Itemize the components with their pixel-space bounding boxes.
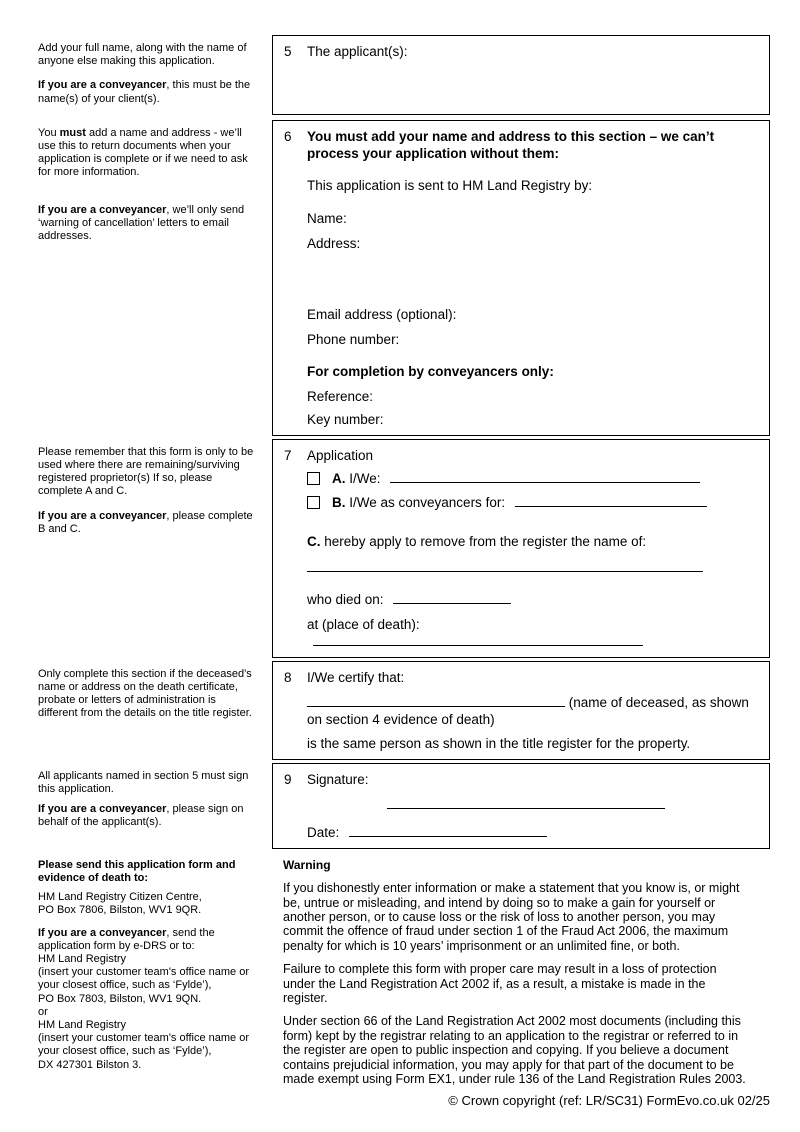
warning-heading: Warning: [283, 857, 331, 872]
address-line: HM Land Registry Citizen Centre,: [38, 891, 202, 904]
form-col-section-8: [272, 661, 770, 760]
row-section-8: [38, 661, 770, 760]
note-text: If you are a conveyancer, we’ll only send ‘warning of cancellation’ letters to email addresses.: [38, 203, 245, 243]
form-col-warning: [272, 852, 770, 1087]
same-person-statement: is the same person as shown in the title register for the property.: [307, 735, 691, 751]
conveyancers-only-heading: For completion by conveyancers only:: [307, 363, 554, 379]
form-col-section-9: [272, 763, 770, 849]
place-of-death-write-line[interactable]: [313, 633, 643, 646]
date-write-line[interactable]: [349, 824, 547, 837]
section-9-content: [307, 771, 757, 841]
option-a-row: [307, 470, 757, 487]
row-section-5: [38, 35, 770, 117]
section-8-content: [307, 669, 757, 752]
note-text: If you are a conveyancer, please sign on behalf of the applicant(s).: [38, 803, 244, 829]
deceased-name-row: [307, 694, 757, 728]
address-line: DX 427301 Bilston 3.: [38, 1058, 142, 1071]
date-row: [307, 824, 757, 841]
form-col-section-7: [272, 439, 770, 658]
section-6-box: [272, 120, 770, 436]
address-label: Address:: [307, 235, 361, 251]
option-c-letter: C.: [307, 533, 321, 549]
option-b-label: [332, 495, 505, 510]
address-line: (insert your customer team's office name or your closest office, such as ‘Fylde’),: [38, 966, 249, 992]
checkbox-option-a[interactable]: [307, 472, 320, 485]
section-8-box: [272, 661, 770, 760]
deceased-note: (name of deceased, as shown on section 4 evidence of death): [307, 694, 749, 727]
option-b-write-line[interactable]: [515, 494, 707, 507]
warning-paragraph-fraud: If you dishonestly enter information or make a statement that you know is, or might be, untrue or misleading, and intend by doing so to make a gain for yourself or another person, or to cause loss or the risk of loss to another person, you may commit the offence of fraud under section 1 of the Fraud Act 2006, the maximum penalty for which is 10 years’ imprisonment or an unlimited fine, or both.: [283, 881, 740, 953]
died-on-label: who died on:: [307, 591, 384, 607]
warning-paragraph-care: Failure to complete this form with proper care may result in a loss of protection under the Land Registration Act 2002 if, as a result, a mistake is made in the register.: [283, 962, 717, 1006]
note-text: If you are a conveyancer, please complete B and C.: [38, 509, 253, 535]
place-of-death-label: at (place of death):: [307, 616, 420, 632]
phone-label: Phone number:: [307, 331, 400, 347]
address-line: or: [38, 1005, 48, 1018]
option-a-letter: A.: [332, 470, 346, 486]
section-7-title: Application: [307, 447, 374, 463]
warning-paragraph-inspection: Under section 66 of the Land Registration Act 2002 most documents (including this form) kept by the registrar relating to an application to the registrar or referred to in the register are open to public inspection and copying. If you believe a document contains prejudicial information, you may apply for that part of the document to be made exempt using Form EX1, under rule 136 of the Land Registration Rules 2003.: [283, 1014, 746, 1087]
died-on-row: [307, 591, 757, 608]
signature-row: [307, 796, 757, 813]
place-of-death-row: [307, 616, 757, 650]
signature-write-line[interactable]: [387, 796, 665, 809]
section-5-title: The applicant(s):: [307, 44, 408, 59]
note-text: If you are a conveyancer, send the application form by e-DRS or to:: [38, 926, 215, 952]
option-a-write-line[interactable]: [390, 470, 700, 483]
reference-label: Reference:: [307, 388, 374, 404]
note-name-address: [38, 120, 272, 254]
address-line: HM Land Registry: [38, 953, 127, 966]
deceased-name-write-line[interactable]: [307, 571, 703, 572]
section-9-title: Signature:: [307, 771, 369, 787]
note-text: If you are a conveyancer, this must be the name(s) of your client(s).: [38, 79, 251, 105]
row-section-6: [38, 120, 770, 436]
copyright-footer: © Crown copyright (ref: LR/SC31) FormEvo.co.uk 02/25: [448, 1093, 770, 1108]
address-line: PO Box 7803, Bilston, WV1 9QN.: [38, 992, 202, 1005]
section-9-number: 9: [284, 771, 292, 787]
note-text: Add your full name, along with the name of anyone else making this application.: [38, 42, 247, 68]
section-5-box: [272, 35, 770, 115]
certify-name-write-line[interactable]: [307, 694, 565, 707]
section-5-content: [307, 43, 757, 107]
form-col-section-6: [272, 120, 770, 436]
note-form-usage: [38, 439, 272, 547]
section-8-title: I/We certify that:: [307, 669, 405, 685]
note-signing: [38, 763, 272, 841]
section-8-number: 8: [284, 669, 292, 685]
note-text: Please send this application form and evidence of death to:: [38, 858, 236, 885]
section-6-heading: You must add your name and address to this section – we can’t process your application without them:: [307, 128, 715, 161]
note-text: You must add a name and address - we’ll use this to return documents when your application is complete or if we need to ask for more information.: [38, 126, 248, 179]
note-deceased-details: [38, 661, 272, 732]
died-on-write-line[interactable]: [393, 591, 511, 604]
address-line: PO Box 7806, Bilston, WV1 9QR.: [38, 904, 202, 917]
form-col-section-5: [272, 35, 770, 115]
option-b-row: [307, 494, 757, 511]
section-6-content: [307, 128, 757, 428]
address-line: (insert your customer team's office name or your closest office, such as ‘Fylde’),: [38, 1032, 249, 1058]
row-section-7: [38, 439, 770, 658]
option-c-paragraph: [307, 533, 757, 550]
option-c-text: hereby apply to remove from the register the name of:: [320, 533, 647, 549]
option-a-label: [332, 471, 381, 486]
row-warning: [38, 852, 770, 1087]
section-6-intro: This application is sent to HM Land Registry by:: [307, 177, 593, 193]
warning-section: [272, 852, 770, 1087]
section-5-number: 5: [284, 44, 292, 59]
option-b-letter: B.: [332, 494, 346, 510]
option-b-text: I/We as conveyancers for:: [345, 494, 506, 510]
section-7-number: 7: [284, 447, 292, 463]
note-where-to-send: [38, 852, 272, 1072]
email-label: Email address (optional):: [307, 306, 457, 322]
note-text: Only complete this section if the deceased’s name or address on the death certificate, probate or letters of administration is different from the details on the title register.: [38, 667, 252, 720]
address-line: HM Land Registry: [38, 1019, 127, 1032]
checkbox-option-b[interactable]: [307, 496, 320, 509]
note-applicants: [38, 35, 272, 117]
row-section-9: [38, 763, 770, 849]
name-label: Name:: [307, 210, 347, 226]
section-7-box: [272, 439, 770, 658]
option-a-text: I/We:: [345, 470, 381, 486]
section-9-box: [272, 763, 770, 849]
section-6-number: 6: [284, 128, 292, 144]
note-text: Please remember that this form is only to be used where there are remaining/surviving registered proprietor(s) If so, please complete A and C.: [38, 445, 254, 498]
section-7-content: [307, 447, 757, 650]
date-label: Date:: [307, 824, 340, 840]
key-number-label: Key number:: [307, 411, 384, 427]
note-text: All applicants named in section 5 must sign this application.: [38, 769, 249, 796]
